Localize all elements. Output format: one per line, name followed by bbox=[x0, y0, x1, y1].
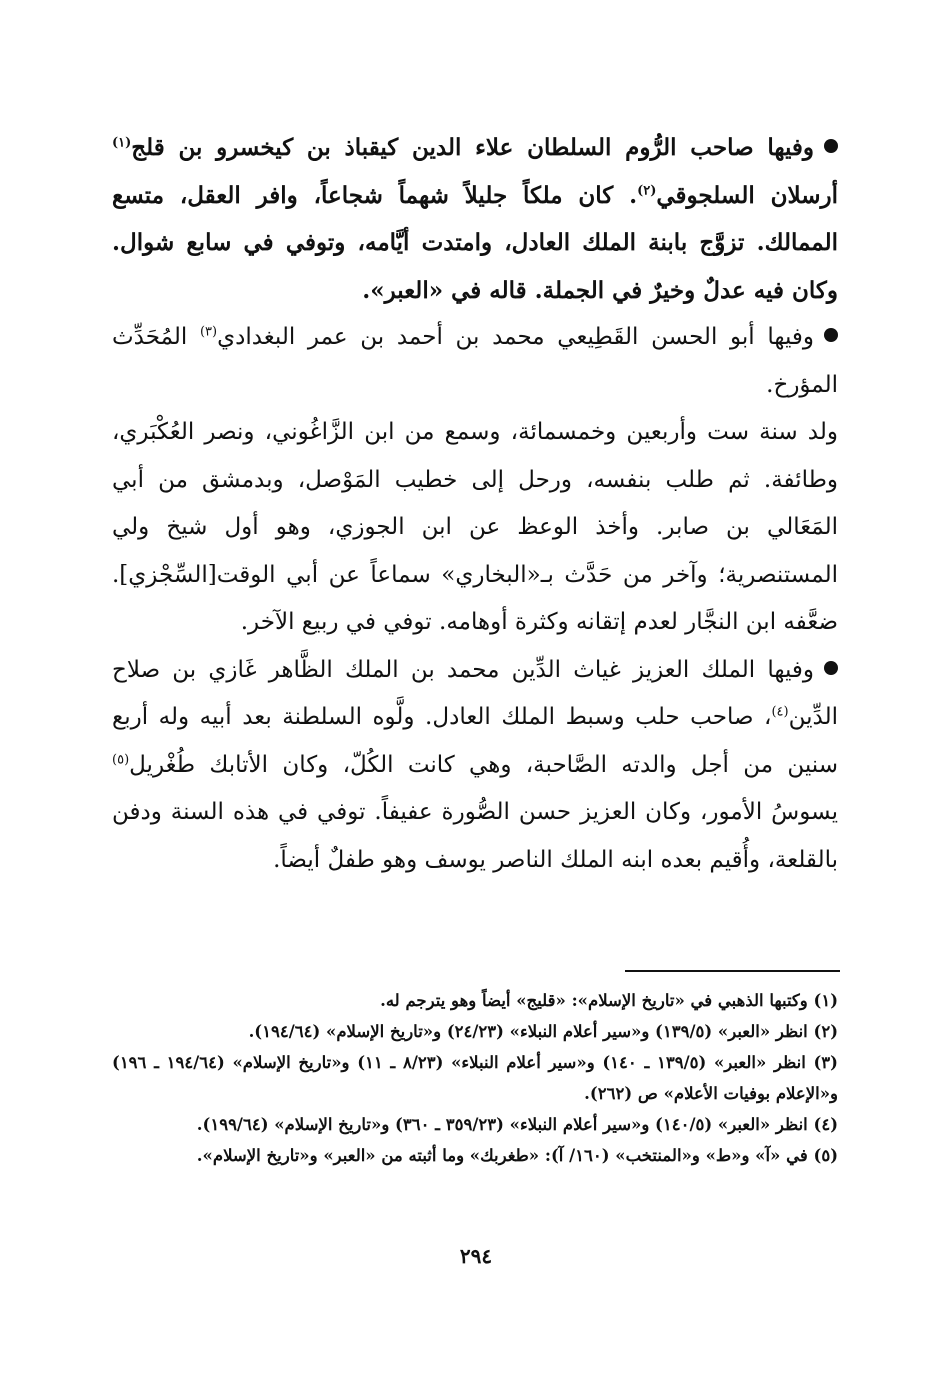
entry-sultan-kayqubad bbox=[112, 124, 838, 314]
footnotes bbox=[112, 985, 838, 1171]
footnote-separator bbox=[625, 970, 840, 972]
entry-malik-aziz bbox=[112, 647, 838, 885]
entry-text: ولد سنة ست وأربعين وخمسمائة، وسمع من ابن الزَّاغُوني، ونصر العُكْبَري، وطائفة. ثم طلب بنفسه، ورحل إلى خطيب المَوْصل، وبدمشق من أبي المَعَالي بن صابر. وأخذ الوعظ عن ابن الجوزي، وهو أول شيخ ولي المستنصرية؛ وآخر من حَدَّث بـ«البخاري» سماعاً عن أبي الوقت[السِّجْزي]. ضعَّفه ابن النجَّار لعدم إتقانه وكثرة أوهامه. توفي في ربيع الآخر. bbox=[112, 419, 838, 635]
page-number: ٢٩٤ bbox=[459, 1244, 493, 1268]
footnote-marker[interactable]: (٤) bbox=[771, 704, 789, 720]
entry-qatii bbox=[112, 314, 838, 409]
bullet-icon bbox=[824, 328, 838, 342]
main-text bbox=[112, 124, 838, 884]
footnote-5: (٥) في «آ» و«ط» و«المنتخب» (١٦٠/ آ): «طغربك» وما أثبته من «العبر» و«تاريخ الإسلام». bbox=[196, 1146, 838, 1165]
entry-text: أرسلان السلجوقي bbox=[656, 181, 838, 209]
entry-text: ، صاحب حلب وسبط الملك العادل. ولَّوه السلطنة بعد أبيه وله أربع سنين من أجل والدته الصَّاحبة، وهي كانت الكُلّ، وكان الأتابك طُغْريل bbox=[112, 704, 838, 778]
footnote-4: (٤) انظر «العبر» (١٤٠/٥) و«سير أعلام النبلاء» (٣٥٩/٢٣ ـ ٣٦٠) و«تاريخ الإسلام» (١٩٩/٦٤). bbox=[196, 1115, 838, 1134]
entry-text: وفيها أبو الحسن القَطِيعي محمد بن أحمد بن عمر البغدادي bbox=[217, 324, 814, 350]
entry-text: يسوسُ الأمور، وكان العزيز حسن الصُّورة عفيفاً. توفي في هذه السنة ودفن بالقلعة، وأُقيم بعده ابنه الملك الناصر يوسف وهو طفلٌ أيضاً. bbox=[112, 799, 838, 873]
entry-text: وفيها الملك العزيز غياث الدِّين محمد بن الملك الظَّاهر غَازي بن صلاح الدِّين bbox=[112, 656, 838, 730]
entry-text: المُحَدِّث المؤرخ. bbox=[112, 324, 838, 398]
bullet-icon bbox=[824, 139, 838, 153]
footnote-1: (١) وكتبها الذهبي في «تاريخ الإسلام»: «قليج» أيضاً وهو يترجم له. bbox=[380, 991, 838, 1010]
footnote-marker[interactable]: (٢) bbox=[637, 182, 657, 198]
footnote-marker[interactable]: (٣) bbox=[199, 324, 218, 340]
footnote-3: (٣) انظر «العبر» (١٣٩/٥ ـ ١٤٠) و«سير أعلام النبلاء» (٨/٢٣ ـ ١١) و«تاريخ الإسلام» (١٩٤/٦٤ ـ ١٩٦) و«الإعلام بوفيات الأعلام» ص (٢٦٢). bbox=[112, 1053, 838, 1103]
footnote-marker[interactable]: (٥) bbox=[112, 751, 130, 767]
footnote-marker[interactable]: (١) bbox=[112, 135, 132, 151]
entry-text: وفيها صاحب الرُّوم السلطان علاء الدين كيقباذ بن كيخسرو بن قلج bbox=[131, 134, 814, 161]
bullet-icon bbox=[824, 661, 838, 675]
entry-text: . كان ملكاً جليلاً شهماً شجاعاً، وافر العقل، متسع الممالك. تزوَّج بابنة الملك العادل، وامتدت أيَّامه، وتوفي في سابع شوال. وكان فيه عدلٌ وخيرٌ في الجملة. قاله في «العبر». bbox=[112, 181, 838, 304]
footnote-2: (٢) انظر «العبر» (١٣٩/٥) و«سير أعلام النبلاء» (٢٤/٢٣) و«تاريخ الإسلام» (١٩٤/٦٤). bbox=[248, 1022, 838, 1041]
entry-qatii-biography bbox=[112, 409, 838, 647]
